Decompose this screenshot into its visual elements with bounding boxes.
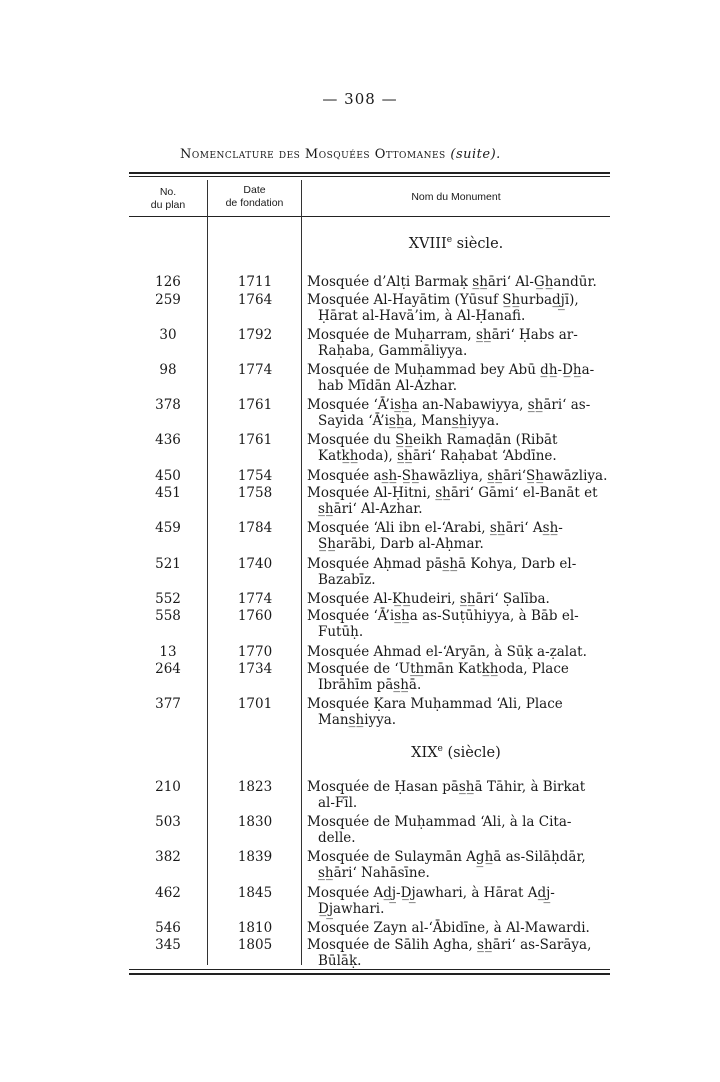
header-num-line1: No. <box>159 186 177 198</box>
plan-number: 552 <box>155 590 181 607</box>
foundation-date: 1760 <box>237 608 273 625</box>
plan-number: 126 <box>155 274 181 290</box>
foundation-date: 1774 <box>237 590 273 607</box>
plan-number: 546 <box>155 919 181 936</box>
foundation-date: 1701 <box>237 696 273 713</box>
monument-name-line2: delle. <box>318 830 356 847</box>
monument-name <box>307 520 612 552</box>
plan-number: 521 <box>155 555 181 572</box>
monument-name <box>307 644 612 660</box>
monument-name-line2: hab Mīdān Al-Azhar. <box>318 378 457 394</box>
plan-number: 377 <box>155 696 181 713</box>
foundation-date: 1823 <box>237 779 273 795</box>
monument-name <box>307 779 612 811</box>
century: XVIII <box>408 235 447 252</box>
plan-number: 450 <box>155 467 181 484</box>
plan-number: 98 <box>159 362 177 378</box>
monument-name-line1: Mosquée Al-Hayātim (Yūsuf S̲h̲urbad̲j̲ī), <box>307 291 579 308</box>
monument-name-line1: Mosquée Ahmad el-‘Aryān, à Sūḳ a-ẓalat. <box>307 643 587 660</box>
monument-name-line1: Mosquée Al-K̲h̲udeiri, s̲h̲āri‘ Ṣalība. <box>307 590 550 607</box>
century: XIX <box>411 744 438 761</box>
monument-name <box>307 556 612 588</box>
monument-name-line2: Futūḥ. <box>318 624 364 641</box>
monument-name-line1: Mosquée Zayn al-‘Ābidīne, à Al-Mawardi. <box>307 919 590 936</box>
foundation-date: 1770 <box>237 643 273 660</box>
plan-number: 210 <box>155 779 181 795</box>
plan-number: 382 <box>155 849 181 866</box>
plan-number: 462 <box>155 884 181 901</box>
foundation-date: 1830 <box>237 814 273 831</box>
century-suffix: (siècle) <box>442 744 501 761</box>
foundation-date: 1805 <box>237 937 273 954</box>
foundation-date: 1845 <box>237 884 273 901</box>
plan-number: 345 <box>155 937 181 954</box>
monument-name-line1: Mosquée ‘Ā’is̲h̲a an-Nabawiyya, s̲h̲āri‘ as- <box>307 397 591 414</box>
monument-name <box>307 885 612 917</box>
foundation-date: 1758 <box>237 485 273 502</box>
section-heading <box>302 744 610 761</box>
monument-name-line2: S̲h̲arābi, Darb al-Aḥmar. <box>318 536 484 553</box>
monument-name <box>307 608 612 640</box>
monument-name <box>307 432 612 464</box>
title-text: Nomenclature des Mosquées Ottomanes <box>180 147 446 162</box>
monument-name <box>307 362 612 394</box>
foundation-date: 1764 <box>237 291 273 308</box>
monument-name-line1: Mosquée Ad̲j̲-D̲j̲awhari, à Hārat Ad̲j̲- <box>307 884 555 901</box>
monument-name <box>307 485 612 517</box>
header-num <box>129 186 207 212</box>
century-superscript: e <box>446 235 453 245</box>
top-rule-2 <box>129 176 610 177</box>
monument-name-line2: D̲j̲awhari. <box>318 900 385 917</box>
monument-name <box>307 696 612 728</box>
foundation-date: 1784 <box>237 520 273 537</box>
monument-name <box>307 661 612 693</box>
monument-name-line1: Mosquée de ‘Ut̲h̲mān Katk̲h̲oda, Place <box>307 661 569 678</box>
foundation-date: 1711 <box>237 274 273 290</box>
header-name: Nom du Monument <box>411 191 501 203</box>
monument-name-line1: Mosquée de Muḥammad bey Abū d̲h̲-D̲h̲a- <box>307 362 595 378</box>
monument-name-line2: Ḥārat al-Havā’im, à Al-Ḥanafi. <box>318 307 526 324</box>
monument-name <box>307 468 612 484</box>
monument-name-line1: Mosquée Al-Ḥitni, s̲h̲āri‘ Gāmi‘ el-Banāt et <box>307 485 598 502</box>
plan-number: 436 <box>155 432 181 449</box>
monument-name-line1: Mosquée de Muḥammad ‘Ali, à la Cita- <box>307 814 572 831</box>
monument-name-line1: Mosquée ‘Ali ibn el-‘Arabi, s̲h̲āri‘ As̲h̲- <box>307 520 563 537</box>
plan-number: 259 <box>155 291 181 308</box>
monument-name-line1: Mosquée as̲h̲-S̲h̲awāzliya, s̲h̲āri‘S̲h̲awāzliya. <box>307 467 608 484</box>
monument-name-line2: Mans̲h̲iyya. <box>318 712 397 729</box>
foundation-date: 1761 <box>237 432 273 449</box>
monument-name <box>307 292 612 324</box>
monument-name-line1: Mosquée de Sālih Agha, s̲h̲āri‘ as-Sarāya, <box>307 937 592 954</box>
monument-name <box>307 937 612 969</box>
plan-number: 459 <box>155 520 181 537</box>
plan-number: 451 <box>155 485 181 502</box>
bottom-rule-2 <box>129 973 610 975</box>
header-rule <box>129 216 610 217</box>
monument-name-line2: Katk̲h̲oda), s̲h̲āri‘ Raḥabat ‘Abdīne. <box>318 448 557 465</box>
section-heading <box>302 235 610 252</box>
page-title <box>180 147 501 162</box>
foundation-date: 1754 <box>237 467 273 484</box>
header-date-line1: Date <box>243 184 266 196</box>
monument-name <box>307 591 612 607</box>
header-date-line2: de fondation <box>225 197 284 209</box>
century-suffix: siècle. <box>452 235 504 252</box>
plan-number: 503 <box>155 814 181 831</box>
monument-name-line1: Mosquée du S̲h̲eikh Ramaḍān (Ribāt <box>307 432 558 449</box>
header-num-line2: du plan <box>150 199 186 211</box>
monument-name-line1: Mosquée de Ḥasan pās̲h̲ā Tāhir, à Birkat <box>307 779 586 795</box>
monument-name-line1: Mosquée de Sulaymān Ag̲h̲ā as-Silāḥdār, <box>307 849 586 866</box>
plan-number: 558 <box>155 608 181 625</box>
monument-name <box>307 920 612 936</box>
monument-name-line1: Mosquée Aḥmad pās̲h̲ā Kohya, Darb el- <box>307 555 577 572</box>
monument-name <box>307 274 612 290</box>
monument-name-line1: Mosquée ‘Ā’is̲h̲a as-Suṭūhiyya, à Bāb el- <box>307 608 579 625</box>
foundation-date: 1740 <box>237 555 273 572</box>
monument-name <box>307 849 612 881</box>
monument-name-line2: Raḥaba, Gammāliyya. <box>318 342 468 359</box>
monument-name-line2: Būlāḳ. <box>318 953 362 970</box>
foundation-date: 1810 <box>237 919 273 936</box>
foundation-date: 1774 <box>237 362 273 378</box>
monument-name-line2: Bazabīz. <box>318 571 376 588</box>
foundation-date: 1734 <box>237 661 273 678</box>
monument-name <box>307 814 612 846</box>
foundation-date: 1839 <box>237 849 273 866</box>
monument-name <box>307 397 612 429</box>
monument-name-line1: Mosquée de Muḥarram, s̲h̲āri‘ Ḥabs ar- <box>307 326 578 343</box>
title-suffix: (suite). <box>450 147 501 162</box>
monument-name <box>307 327 612 359</box>
top-rule-1 <box>129 172 610 174</box>
monument-name-line2: Ibrāhīm pās̲h̲ā. <box>318 677 422 694</box>
monument-name-line1: Mosquée Ḳara Muḥammad ‘Ali, Place <box>307 696 563 713</box>
century-superscript: e <box>437 744 443 754</box>
plan-number: 264 <box>155 661 181 678</box>
monument-name-line2: al-Fīl. <box>318 795 358 811</box>
monument-name-line2: Sayida ‘Ā’is̲h̲a, Mans̲h̲iyya. <box>318 413 500 430</box>
monument-name-line1: Mosquée d’Alṭi Barmaḳ s̲h̲āri‘ Al-G̲h̲andūr. <box>307 274 597 290</box>
page-number: — 308 — <box>322 90 398 108</box>
foundation-date: 1761 <box>237 397 273 414</box>
plan-number: 13 <box>159 643 177 660</box>
header-date <box>208 184 301 210</box>
foundation-date: 1792 <box>237 326 273 343</box>
plan-number: 30 <box>159 326 177 343</box>
monument-name-line2: s̲h̲āri‘ Al-Azhar. <box>318 501 423 518</box>
monument-name-line2: s̲h̲āri‘ Nahāsīne. <box>318 865 430 882</box>
plan-number: 378 <box>155 397 181 414</box>
